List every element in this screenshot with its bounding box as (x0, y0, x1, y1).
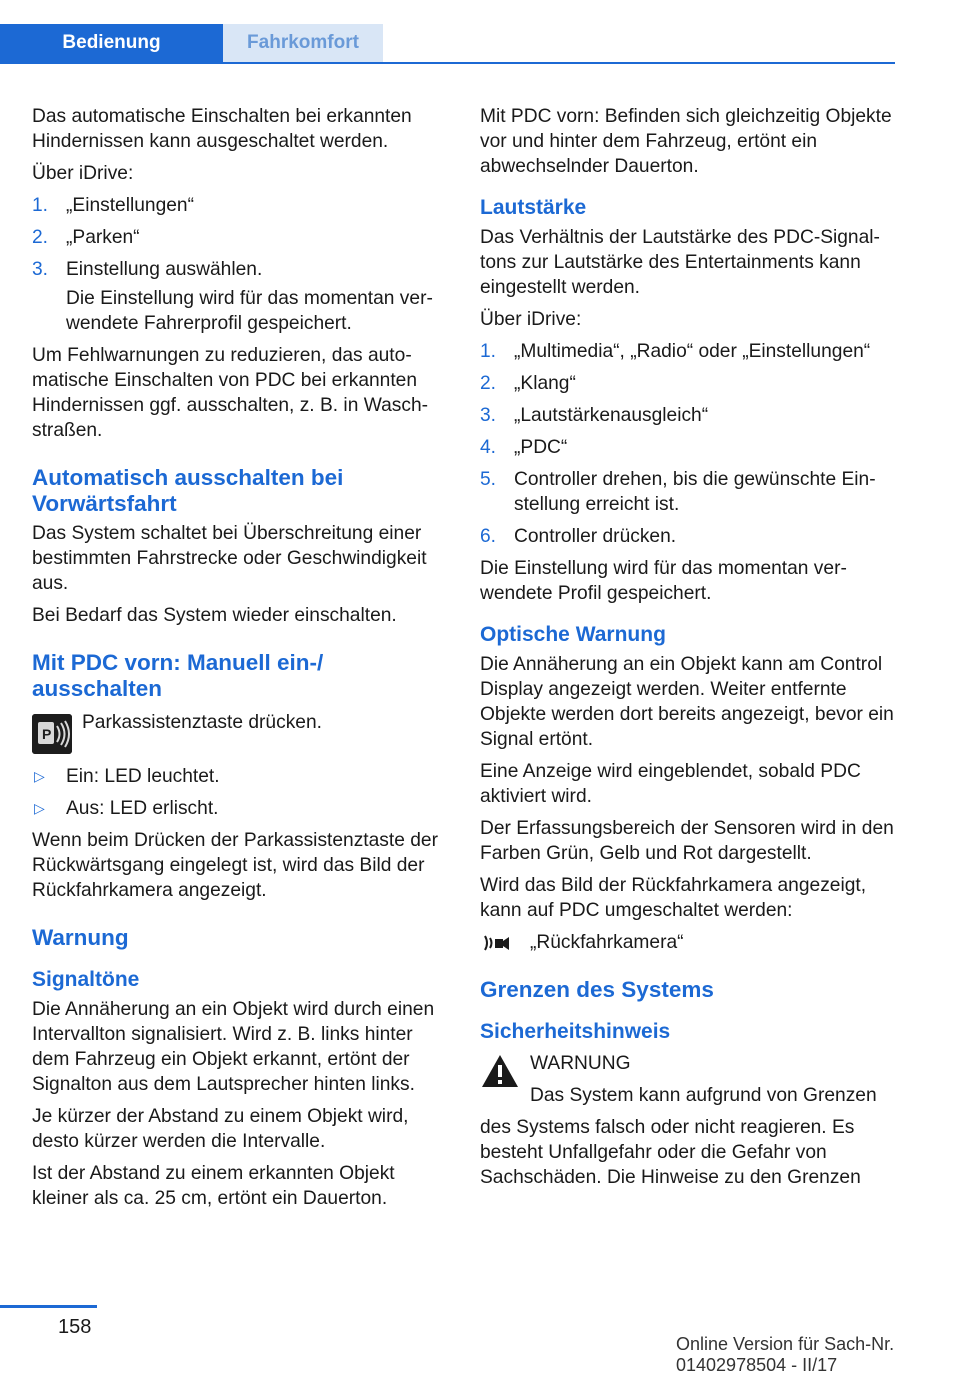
list-text: Aus: LED erlischt. (66, 798, 219, 819)
step-number: 3. (480, 405, 497, 426)
paragraph: Bei Bedarf das System wieder einschalten. (32, 605, 397, 626)
paragraph: Je kürzer der Abstand zu einem Objekt wird, desto kürzer werden die Intervalle. (32, 1106, 409, 1152)
paragraph: Das System schaltet bei Überschreitung einer bestimmten Fahrstrecke oder Geschwindigkeit aus. (32, 523, 427, 594)
paragraph: Die Annäherung an ein Objekt kann am Control Display angezeigt werden. Weiter entfernte Objekte werden dort bereits angezeigt, bevor ein Signal ertönt. (480, 654, 894, 750)
step-number: 6. (480, 526, 497, 547)
idrive-label: Über iDrive: (480, 309, 582, 330)
tab-fahrkomfort[interactable]: Fahrkomfort (223, 24, 383, 62)
paragraph: Das Verhältnis der Lautstärke des PDC-Signaltons zur Lautstärke des Entertainments kann eingestellt werden. (480, 227, 880, 298)
paragraph: Eine Anzeige wird eingeblendet, sobald PDC aktiviert wird. (480, 761, 861, 807)
step-text: „Einstellungen“ (66, 195, 194, 216)
park-assist-button-icon (32, 714, 72, 754)
left-column (32, 104, 452, 1218)
warning-triangle-icon (480, 1053, 520, 1089)
step-number: 1. (32, 195, 49, 216)
step-text: „Parken“ (66, 227, 140, 248)
paragraph: Wird das Bild der Rückfahrkamera angezeigt, kann auf PDC umgeschaltet werden: (480, 875, 867, 921)
step-number: 2. (32, 227, 49, 248)
step-text: Einstellung auswählen. (66, 259, 263, 280)
step-text: „PDC“ (514, 437, 568, 458)
list-text: Ein: LED leuchtet. (66, 766, 220, 787)
online-version-text: Online Version für Sach-Nr. 01402978504 - II/17 (676, 1334, 895, 1375)
step-text: Controller drücken. (514, 526, 677, 547)
heading-lautstaerke: Lautstärke (480, 196, 587, 219)
icon-text: „Rückfahrkamera“ (530, 932, 684, 953)
paragraph: Die Annäherung an ein Objekt wird durch einen Intervallton signalisiert. Wird z. B. links hinter dem Fahrzeug ein Objekt erkannt, ertönt der Signalton aus dem Lautsprecher hinten links. (32, 999, 435, 1095)
paragraph: Um Fehlwarnungen zu reduzieren, das automatische Einschalten von PDC bei erkannten Hindernissen ggf. ausschalten, z. B. in Waschstraßen. (32, 345, 429, 441)
right-column (480, 104, 900, 1197)
list-item (480, 435, 900, 460)
step-note: Die Einstellung wird für das momentan verwendete Fahrerprofil gespeichert. (66, 288, 433, 334)
icon-text: Parkassistenztaste drücken. (82, 712, 322, 733)
heading-auto-off: Automatisch ausschalten bei Vorwärtsfahrt (32, 465, 344, 516)
list-item (480, 524, 900, 549)
step-number: 2. (480, 373, 497, 394)
intro-paragraph: Das automatische Einschalten bei erkannten Hindernissen kann ausgeschaltet werden. (32, 106, 412, 152)
step-text: „Klang“ (514, 373, 576, 394)
heading-optische-warnung: Optische Warnung (480, 623, 666, 646)
settings-steps (32, 193, 452, 282)
step-text: „Lautstärkenausgleich“ (514, 405, 709, 426)
led-list (32, 764, 452, 821)
idrive-label: Über iDrive: (32, 163, 134, 184)
triangle-bullet-icon: ▷ (34, 800, 45, 816)
step-number: 3. (32, 259, 49, 280)
step-number: 4. (480, 437, 497, 458)
list-item (32, 257, 452, 282)
heading-manual: Mit PDC vorn: Manuell ein-/ ausschalten (32, 650, 324, 701)
pdc-sensor-icon (482, 932, 512, 954)
list-item (32, 796, 452, 821)
page-number: 158 (58, 1316, 92, 1338)
heading-signal: Signaltöne (32, 968, 140, 991)
warning-text: Das System kann aufgrund von Grenzen (530, 1085, 877, 1106)
list-item (480, 339, 900, 364)
heading-sicherheitshinweis: Sicherheitshinweis (480, 1020, 671, 1043)
warning-title: WARNUNG (530, 1053, 631, 1074)
heading-grenzen: Grenzen des Systems (480, 977, 714, 1002)
svg-text:P: P (42, 726, 52, 742)
paragraph: Der Erfassungsbereich der Sensoren wird in den Farben Grün, Gelb und Rot dargestellt. (480, 818, 894, 864)
list-item (32, 764, 452, 789)
paragraph: Die Einstellung wird für das momentan verwendete Profil gespeichert. (480, 558, 847, 604)
header-tabs (0, 24, 895, 64)
paragraph: Mit PDC vorn: Befinden sich gleichzeitig Objekte vor und hinter dem Fahrzeug, ertönt ein abwechselnder Dauerton. (480, 106, 892, 177)
triangle-bullet-icon: ▷ (34, 768, 45, 784)
heading-warnung: Warnung (32, 925, 129, 950)
step-text: Controller drehen, bis die gewünschte Einstellung erreicht ist. (514, 469, 876, 515)
paragraph: Wenn beim Drücken der Parkassistenztaste der Rückwärtsgang eingelegt ist, wird das Bild der Rückfahrkamera angezeigt. (32, 830, 438, 901)
list-item (480, 403, 900, 428)
camera-switch-instruction (480, 930, 900, 955)
paragraph: Ist der Abstand zu einem erkannten Objekt kleiner als ca. 25 cm, ertönt ein Dauerton. (32, 1163, 395, 1209)
step-text: „Multimedia“, „Radio“ oder „Einstellungen“ (514, 341, 871, 362)
tab-bedienung[interactable]: Bedienung (0, 24, 223, 62)
step-number: 1. (480, 341, 497, 362)
step-number: 5. (480, 469, 497, 490)
warning-box (480, 1051, 900, 1190)
footer-line (0, 1305, 97, 1308)
list-item (32, 225, 452, 250)
list-item (480, 371, 900, 396)
list-item (32, 193, 452, 218)
park-assist-instruction (32, 710, 452, 754)
volume-steps (480, 339, 900, 549)
warning-text-continued: des Systems falsch oder nicht reagieren. Es besteht Unfallgefahr oder die Gefahr von Sachschäden. Die Hinweise zu den Grenzen (480, 1117, 861, 1188)
list-item (480, 467, 900, 517)
